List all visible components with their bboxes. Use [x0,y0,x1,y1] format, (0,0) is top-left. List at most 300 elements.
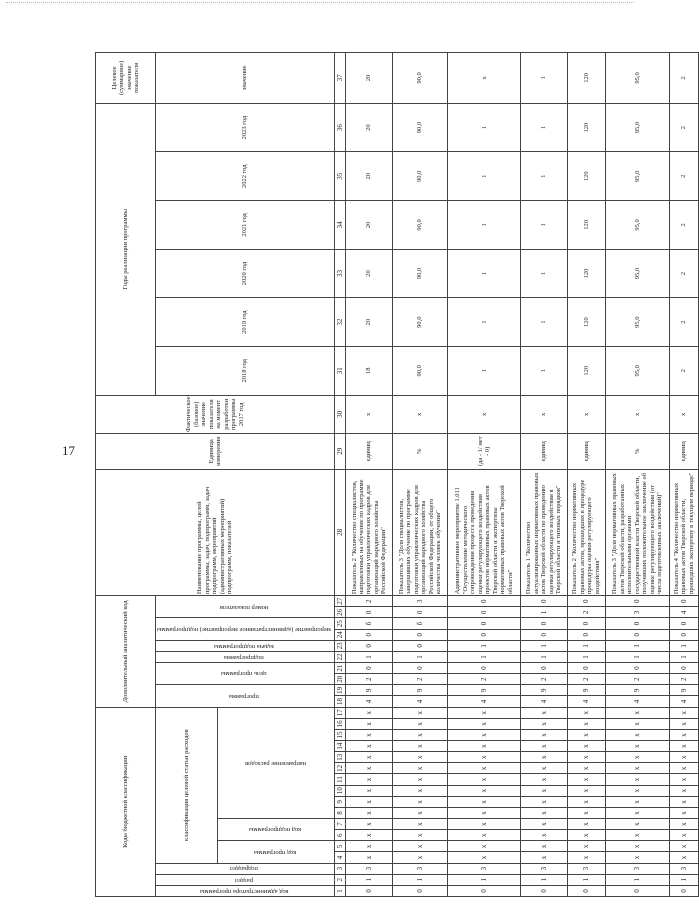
rotated-table-container [95,52,695,897]
year-value-cell: 1 [521,298,568,347]
code-digit: х [521,718,568,729]
activity-col-task: задача подпрограммы [156,640,335,651]
year-value-cell: 90,0 [393,201,448,250]
year-value-cell: 1 [521,103,568,152]
code-digit: х [605,729,669,740]
code-digit: 3 [669,863,698,874]
year-value-cell: 1 [448,249,521,298]
code-digit: х [669,707,698,718]
years-title: Годы реализации программы [96,103,156,395]
code-digit: 1 [448,640,521,651]
code-digit: 1 [521,651,568,662]
code-digit: 9 [346,685,393,696]
year-value-cell: 95,0 [605,152,669,201]
base-column-header: Фактическое (базовое) значение показателя на момент разработки программы 2017 год [96,395,335,433]
code-digit: х [346,707,393,718]
year-value-cell: 90,0 [393,103,448,152]
direction-code-header: направление расходов [218,707,335,818]
code-digit: х [393,752,448,763]
code-digit: 2 [346,596,393,607]
code-digit: х [605,774,669,785]
code-digit: 1 [669,640,698,651]
column-number: 18 [335,696,346,707]
year-value-cell: 90,0 [393,346,448,395]
code-digit: х [605,796,669,807]
rotated-table [95,52,695,897]
code-digit: 1 [567,874,605,885]
column-number: 6 [335,830,346,841]
code-digit: х [448,785,521,796]
unit-cell: (да - 1/ нет - 0) [448,434,521,469]
code-digit: х [521,741,568,752]
year-value-cell: 95,0 [605,103,669,152]
code-digit: 2 [605,674,669,685]
code-digit: х [567,819,605,830]
code-digit: х [448,796,521,807]
code-digit: х [393,807,448,818]
indicator-name: Показатель 2 "Количество нормативных правовых актов, прошедших в процедуре процедуры оценки регулирующего воздействия" [567,469,605,596]
column-number: 12 [335,763,346,774]
code-digit: х [346,841,393,852]
code-digit: 0 [567,885,605,896]
code-digit: х [521,785,568,796]
target-value-cell: 20 [346,53,393,104]
code-digit: х [669,830,698,841]
column-number: 37 [335,53,346,104]
year-value-cell: 90,0 [393,298,448,347]
table-row [669,53,698,897]
code-digit: х [393,729,448,740]
code-digit: 4 [669,696,698,707]
code-digit: х [521,819,568,830]
code-digit: х [521,752,568,763]
code-digit: 3 [567,863,605,874]
code-digit: 0 [521,618,568,629]
code-digit: 1 [393,874,448,885]
code-digit: 9 [567,685,605,696]
code-digit: х [393,707,448,718]
code-digit: 0 [448,618,521,629]
code-digit: х [346,718,393,729]
year-value-cell: 20 [346,298,393,347]
column-number: 20 [335,674,346,685]
code-digit: х [605,707,669,718]
code-digit: 1 [393,651,448,662]
program-indicators-table [95,52,699,897]
code-digit: 1 [521,874,568,885]
table-row [346,53,393,897]
code-digit: х [605,763,669,774]
indicator-name: Показатель 4 "Количество нормативных правовых актов Тверской области, прошедших экспертизу в текущем периоде" [669,469,698,596]
code-digit: 0 [521,629,568,640]
year-value-cell: 18 [346,346,393,395]
code-digit: 0 [346,640,393,651]
column-number: 5 [335,841,346,852]
code-digit: 3 [448,863,521,874]
code-digit: 3 [605,863,669,874]
year-value-cell: 1 [521,346,568,395]
code-digit: х [567,774,605,785]
code-digit: 0 [669,596,698,607]
activity-col-program: программа [156,685,335,707]
year-value-cell: 120 [567,152,605,201]
code-digit: х [567,729,605,740]
subprogram-code-header: код подпрограммы [218,819,335,841]
year-value-cell: 2 [669,152,698,201]
code-digit: х [669,819,698,830]
code-digit: 2 [521,674,568,685]
year-value-cell: 20 [346,103,393,152]
code-digit: 4 [346,696,393,707]
indicator-name: Показатель 2 "Количество специалистов, направленных на обучение по программе подготовки управленческих кадров для организаций народного хозяйства Российской Федерации" [346,469,393,596]
code-digit: 3 [346,863,393,874]
code-digit: х [346,852,393,863]
year-value-cell: 95,0 [605,298,669,347]
code-digit: х [669,718,698,729]
target-value-cell: 2 [669,53,698,104]
column-number: 33 [335,249,346,298]
code-digit: 9 [448,685,521,696]
code-digit: х [567,830,605,841]
year-value-cell: 1 [448,152,521,201]
base-value-cell: х [669,395,698,433]
code-digit: 0 [448,885,521,896]
code-digit: х [669,774,698,785]
base-value-cell: х [567,395,605,433]
code-digit: 4 [605,696,669,707]
code-digit: х [567,807,605,818]
code-digit: 3 [605,607,669,618]
code-digit: х [346,796,393,807]
code-digit: 0 [605,663,669,674]
code-digit: 3 [393,863,448,874]
code-digit: х [605,819,669,830]
code-digit: 4 [448,696,521,707]
code-digit: 1 [669,651,698,662]
target-value-cell: 90,0 [393,53,448,104]
column-number: 10 [335,785,346,796]
year-value-cell: 20 [346,152,393,201]
column-number: 31 [335,346,346,395]
code-digit: х [605,841,669,852]
code-digit: х [521,796,568,807]
code-digit: б [393,618,448,629]
code-digit: 0 [393,885,448,896]
code-digit: х [448,718,521,729]
table-row [605,53,669,897]
year-value-cell: 20 [346,249,393,298]
code-digit: х [521,807,568,818]
code-digit: 0 [393,629,448,640]
year-2022-header: 2022 год [156,152,335,201]
indicator-name: Показатель 3 "Доля специалистов, завершивших обучение по программе подготовки управленческих кадров для организаций народного хозяйства Российской Федерации, от общего количества человек обучения" [393,469,448,596]
code-digit: 0 [393,640,448,651]
subsection-header: подраздел [156,863,335,874]
column-number: 11 [335,774,346,785]
year-value-cell: 95,0 [605,346,669,395]
unit-column-header: Единица измерения [96,434,335,469]
column-number: 13 [335,752,346,763]
code-digit: х [393,819,448,830]
code-digit: х [346,785,393,796]
section-header: раздел [156,874,335,885]
code-digit: 0 [567,618,605,629]
code-digit: х [567,741,605,752]
code-digit: х [567,752,605,763]
year-value-cell: 2 [669,249,698,298]
year-value-cell: 2 [669,298,698,347]
year-value-cell: 20 [346,201,393,250]
code-digit: х [448,707,521,718]
year-value-cell: 1 [448,201,521,250]
admin-code-header: код администратора программы [156,885,335,896]
code-digit: 2 [567,607,605,618]
page-number: 17 [62,443,75,458]
column-number: 29 [335,434,346,469]
activity-title: Дополнительный аналитический код [96,596,156,707]
code-digit: х [669,841,698,852]
code-digit: х [393,841,448,852]
code-digit: х [605,718,669,729]
column-number: 19 [335,685,346,696]
code-digit: 0 [605,596,669,607]
code-digit: 0 [669,663,698,674]
unit-cell: единиц [521,434,568,469]
year-value-cell: 120 [567,103,605,152]
code-digit: 0 [393,607,448,618]
code-digit: х [448,774,521,785]
code-digit: х [605,785,669,796]
codes-title: Коды бюджетной классификации [96,707,156,896]
column-number: 34 [335,201,346,250]
code-digit: 0 [448,663,521,674]
code-digit: 9 [669,685,698,696]
code-digit: х [448,841,521,852]
code-digit: х [669,852,698,863]
code-digit: х [448,819,521,830]
code-digit: х [393,741,448,752]
code-digit: х [448,752,521,763]
column-number: 22 [335,651,346,662]
column-numbers-row [335,53,346,897]
code-digit: х [567,718,605,729]
target-column-header: Целевое (суммарное) значение показателя [96,53,156,104]
code-digit: 1 [669,874,698,885]
code-digit: 4 [567,696,605,707]
code-digit: 3 [521,863,568,874]
code-digit: 1 [448,651,521,662]
code-digit: 0 [567,629,605,640]
code-digit: х [346,741,393,752]
code-digit: х [521,729,568,740]
code-digit: х [605,807,669,818]
column-number: 4 [335,852,346,863]
code-digit: 0 [346,663,393,674]
code-digit: х [346,830,393,841]
column-number: 30 [335,395,346,433]
code-digit: 4 [393,696,448,707]
code-digit: б [346,618,393,629]
code-digit: 1 [521,607,568,618]
year-value-cell: 1 [448,103,521,152]
column-number: 35 [335,152,346,201]
code-digit: х [567,852,605,863]
code-digit: х [393,830,448,841]
code-digit: х [346,819,393,830]
base-value-cell: х [448,395,521,433]
unit-cell: единиц [346,434,393,469]
activity-col-indicator-number: номер показателя [156,596,335,618]
code-digit: 0 [605,885,669,896]
column-number: 25 [335,618,346,629]
code-digit: х [669,741,698,752]
column-number: 1 [335,885,346,896]
code-digit: 4 [521,696,568,707]
year-value-cell: 1 [521,152,568,201]
code-digit: 1 [567,651,605,662]
code-digit: 0 [346,885,393,896]
code-digit: 2 [393,674,448,685]
code-digit: х [669,729,698,740]
year-value-cell: 120 [567,201,605,250]
code-digit: 1 [448,874,521,885]
year-value-cell: 1 [521,201,568,250]
unit-cell: % [393,434,448,469]
base-value-cell: х [521,395,568,433]
code-digit: х [605,852,669,863]
code-digit: х [669,752,698,763]
indicator-name: Показатель 1 "Количество актуализированных нормативных правовых актов Тверской области по проведению оценки регулирующего воздействия в Тверской области и типовых порядков" [521,469,568,596]
table-row [567,53,605,897]
code-digit: х [448,741,521,752]
code-digit: 1 [346,874,393,885]
code-digit: 0 [567,663,605,674]
code-digit: 1 [605,640,669,651]
code-digit: х [669,807,698,818]
code-digit: х [669,763,698,774]
column-number: 21 [335,663,346,674]
column-number: 14 [335,741,346,752]
unit-cell: единиц [567,434,605,469]
code-digit: х [605,752,669,763]
year-value-cell: 120 [567,298,605,347]
column-number: 36 [335,103,346,152]
code-digit: 0 [521,663,568,674]
code-digit: х [567,841,605,852]
code-digit: х [567,763,605,774]
year-2018-header: 2018 год [156,346,335,395]
code-digit: х [346,752,393,763]
target-value-cell: 95,0 [605,53,669,104]
column-number: 32 [335,298,346,347]
code-digit: 9 [393,685,448,696]
column-number: 15 [335,729,346,740]
year-value-cell: 120 [567,249,605,298]
year-value-cell: 90,0 [393,152,448,201]
column-number: 26 [335,607,346,618]
code-digit: х [521,774,568,785]
code-digit: 2 [346,674,393,685]
top-dotted-line [6,2,634,3]
code-digit: х [393,774,448,785]
year-value-cell: 95,0 [605,201,669,250]
column-number: 24 [335,629,346,640]
code-digit: 0 [448,607,521,618]
code-digit: 0 [605,618,669,629]
column-number: 16 [335,718,346,729]
code-digit: 1 [567,640,605,651]
code-digit: х [346,763,393,774]
column-number: 17 [335,707,346,718]
code-digit: 0 [393,663,448,674]
code-digit: 1 [605,874,669,885]
activity-col-subprogram: подпрограмма [156,651,335,662]
target-value-subheader: значение [156,53,335,104]
code-digit: 0 [669,629,698,640]
code-digit: 2 [669,674,698,685]
year-2023-header: 2023 год [156,103,335,152]
column-number: 7 [335,819,346,830]
year-value-cell: 1 [448,346,521,395]
code-digit: х [567,785,605,796]
target-value-cell: 1 [521,53,568,104]
year-value-cell: 1 [448,298,521,347]
code-digit: х [521,830,568,841]
base-value-cell: х [605,395,669,433]
code-digit: х [605,830,669,841]
code-digit: 2 [448,674,521,685]
code-digit: 0 [605,629,669,640]
code-digit: 0 [521,885,568,896]
column-number: 9 [335,796,346,807]
base-value-cell: х [346,395,393,433]
table-row [393,53,448,897]
column-number: 3 [335,863,346,874]
year-value-cell: 2 [669,103,698,152]
code-digit: х [346,807,393,818]
target-value-cell: х [448,53,521,104]
code-digit: 1 [605,651,669,662]
code-digit: х [521,763,568,774]
code-digit: 0 [346,629,393,640]
year-2020-header: 2020 год [156,249,335,298]
code-digit: х [448,807,521,818]
code-digit: 2 [567,674,605,685]
target-expense-class-header: классификация целевой статьи расходов [156,707,218,863]
indicator-name: Показатель 3 "Доля нормативных правовых актов Тверской области, разработанных исполнительными органами государственной власти Тверской области, получивших положительное заключение об оценке регулирующего воздействия (от числа подготовленных заключений)" [605,469,669,596]
activity-col-goal: цель программы [156,663,335,685]
activity-col-event: мероприятие (административное мероприятие) подпрограммы [156,618,335,640]
table-row [521,53,568,897]
code-digit: х [521,707,568,718]
program-code-header: код программы [218,841,335,863]
code-digit: х [393,785,448,796]
code-digit: х [393,718,448,729]
year-value-cell: 2 [669,201,698,250]
column-number: 8 [335,807,346,818]
code-digit: х [393,852,448,863]
year-value-cell: 2 [669,346,698,395]
code-digit: 0 [448,596,521,607]
code-digit: 0 [669,618,698,629]
year-value-cell: 90,0 [393,249,448,298]
code-digit: х [393,763,448,774]
code-digit: х [669,785,698,796]
indicator-name: Административное мероприятие 1.011 "Осуществление методического сопровождения процесса проведения оценки регулирующего воздействия проектов нормативных правовых актов Тверской области и экспертизы нормативных правовых актов Тверской области" [448,469,521,596]
code-digit: 0 [521,596,568,607]
column-number: 2 [335,874,346,885]
code-digit: 9 [605,685,669,696]
